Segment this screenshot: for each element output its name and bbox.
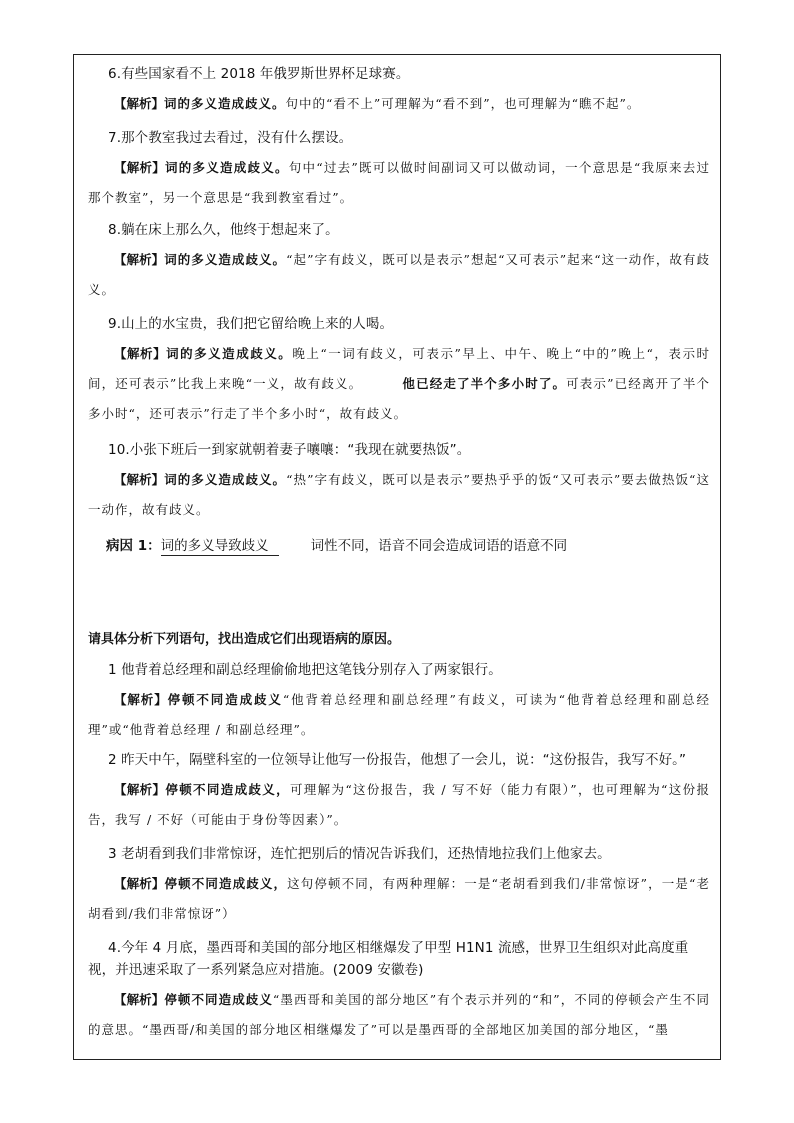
analysis-tag: 【解析】 <box>114 472 165 487</box>
question: 3 老胡看到我们非常惊讶，连忙把别后的情况告诉我们，还热情地拉我们上他家去。 <box>108 846 611 862</box>
analysis <box>88 245 710 305</box>
analysis-text: 句中“过去”既可以做时间副词又可以做动词，一个意思是“我原来去过那个教室”，另一个意思是“我到教室看过”。 <box>88 160 710 205</box>
item-6 <box>88 63 710 119</box>
question: 6.有些国家看不上 2018 年俄罗斯世界杯足球赛。 <box>108 66 410 82</box>
item-9 <box>88 313 710 429</box>
question: 9.山上的水宝贵，我们把它留给晚上来的人喝。 <box>108 316 394 332</box>
question: 10.小张下班后一到家就朝着妻子嚷嚷：“我现在就要热饭”。 <box>108 442 471 458</box>
analysis-tag: 【解析】 <box>114 252 165 267</box>
question: 4.今年 4 月底，墨西哥和美国的部分地区相继爆发了甲型 H1N1 流感，世界卫生组织对此高度重视，并迅速采取了一系列紧急应对措施。(2009 安徽卷) <box>88 940 689 978</box>
analysis-text: 这句停顿不同，有两种理解：一是“老胡看到我们/非常惊讶”，一是“老胡看到/我们非常惊讶”） <box>88 876 710 921</box>
analysis <box>88 339 710 429</box>
analysis-text: “墨西哥和美国的部分地区”有个表示并列的“和”，不同的停顿会产生不同的意思。“墨西哥/和美国的部分地区相继爆发了”可以是墨西哥的全部地区加美国的部分地区，“墨 <box>88 992 710 1037</box>
analysis <box>88 465 710 525</box>
analysis-lead: 停顿不同造成歧义， <box>164 876 288 891</box>
analysis <box>88 985 710 1045</box>
analysis-lead: 词的多义造成歧义。 <box>164 160 289 175</box>
analysis-lead: 停顿不同造成歧义 <box>167 692 283 707</box>
question: 7.那个教室我过去看过，没有什么摆设。 <box>108 130 353 146</box>
analysis-text: “他背着总经理和副总经理”有歧义，可读为“他背着总经理和副总经理”或“他背着总经理 / 和副总经理”。 <box>88 692 710 737</box>
analysis-text: 晚上“一词有歧义，可表示”早上、中午、晚上“中的”晚上“，表示时间，还可表示”比我上来晚“一义，故有歧义。 <box>88 346 710 391</box>
analysis-tag: 【解析】 <box>114 160 165 175</box>
item-b3 <box>88 843 710 929</box>
analysis-text: 可理解为“这份报告，我 / 写不好（能力有限）”，也可理解为“这份报告，我写 / 不好（可能由于身份等因素）”。 <box>88 782 710 827</box>
cause-label: 病因 1： <box>106 538 161 554</box>
analysis-lead: 词的多义造成歧义。 <box>164 252 287 267</box>
analysis-tag: 【解析】 <box>114 346 167 361</box>
analysis-text: “起”字有歧义，既可以是表示”想起“又可表示”起来“这一动作，故有歧义。 <box>88 252 710 297</box>
analysis <box>88 775 710 835</box>
item-10 <box>88 439 710 525</box>
item-7 <box>88 127 710 213</box>
analysis <box>88 685 710 745</box>
analysis-lead: 词的多义造成歧义。 <box>164 96 286 111</box>
analysis-text: “热”字有歧义，既可以是表示”要热乎乎的饭“又可表示”要去做热饭“这一动作，故有歧义。 <box>88 472 710 517</box>
analysis <box>88 869 710 929</box>
analysis-tag: 【解析】 <box>114 992 165 1007</box>
item-b2 <box>88 749 710 835</box>
item-b1 <box>88 659 710 745</box>
item-8 <box>88 219 710 305</box>
analysis-lead: 停顿不同造成歧义， <box>165 782 290 797</box>
analysis-tag: 【解析】 <box>114 96 165 111</box>
question: 8.躺在床上那么久，他终于想起来了。 <box>108 222 339 238</box>
cause-fill-blank: 词的多义导致歧义 <box>161 537 279 556</box>
cause-description: 词性不同，语音不同会造成词语的语意不同 <box>310 538 568 554</box>
analysis-text: 句中的“看不上”可理解为“看不到”，也可理解为“瞧不起”。 <box>285 96 641 111</box>
question: 2 昨天中午，隔壁科室的一位领导让他写一份报告，他想了一会儿，说：“这份报告，我写不好。” <box>108 752 687 768</box>
analysis <box>88 89 710 119</box>
item-b4 <box>88 937 710 1045</box>
analysis-lead: 词的多义造成歧义。 <box>164 472 287 487</box>
question: 1 他背着总经理和副总经理偷偷地把这笔钱分别存入了两家银行。 <box>108 662 502 678</box>
instruction: 请具体分析下列语句，找出造成它们出现语病的原因。 <box>88 632 401 647</box>
analysis-tag: 【解析】 <box>114 876 165 891</box>
analysis-lead: 停顿不同造成歧义 <box>164 992 273 1007</box>
analysis-tag: 【解析】 <box>114 782 166 797</box>
analysis-bold: 他已经走了半个多小时了。 <box>402 376 567 391</box>
cause-line <box>106 535 706 557</box>
document-frame <box>73 54 721 1060</box>
analysis-tag: 【解析】 <box>114 692 168 707</box>
analysis-text-2: 可表示”已经离开了半个多小时“，还可表示”行走了半个多小时“，故有歧义。 <box>88 376 710 421</box>
analysis <box>88 153 710 213</box>
analysis-lead: 词的多义造成歧义。 <box>166 346 293 361</box>
